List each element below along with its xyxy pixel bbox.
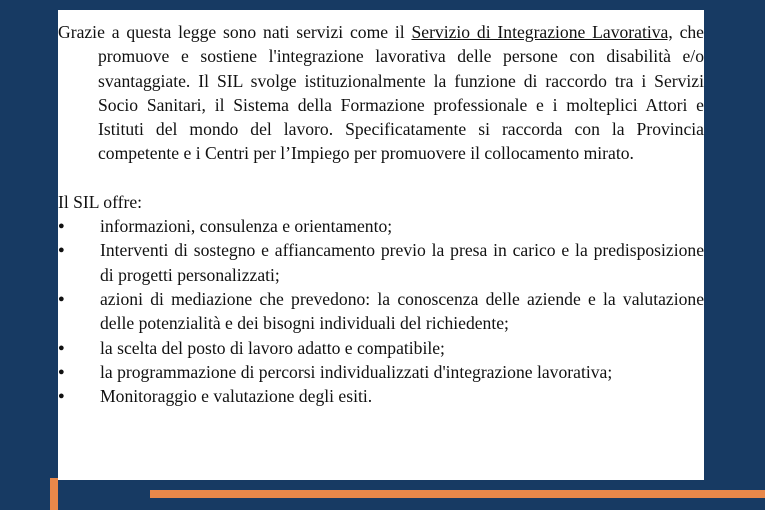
- list-item-text: informazioni, consulenza e orientamento;: [100, 216, 393, 237]
- paragraph-after-link: che promuove e sostiene l'integrazione lavorativa delle persone con disabilità e/o svantaggiate. Il SIL svolge istituzionalmente la funzione di raccordo tra i Servizi Socio Sanitari, il Sistema della Formazione professionale e i molteplici Attori e Istituti del mondo del lavoro. Specificatamente si raccorda con la Provincia competente e i Centri per l’Impiego per promuovere il collocamento mirato.: [98, 22, 704, 164]
- accent-bar-vertical: [50, 478, 58, 510]
- bullet-icon: ●: [58, 390, 65, 403]
- sil-link[interactable]: Servizio di Integrazione Lavorativa,: [411, 22, 673, 42]
- intro-paragraph: [58, 10, 704, 166]
- list-item: [58, 214, 704, 238]
- list-item: [58, 336, 704, 360]
- list-item-text: Interventi di sostegno e affiancamento previo la presa in carico e la predisposizione di progetti personalizzati;: [100, 240, 704, 285]
- accent-bar-horizontal: [150, 490, 765, 498]
- list-item: [58, 287, 704, 336]
- list-item: [58, 238, 704, 287]
- paragraph-before-link: Grazie a questa legge sono nati servizi come il: [58, 22, 412, 42]
- bullet-icon: ●: [58, 341, 65, 354]
- offers-list: [58, 214, 704, 408]
- bullet-icon: ●: [58, 292, 65, 305]
- list-item-text: la programmazione di percorsi individualizzati d'integrazione lavorativa;: [100, 361, 613, 382]
- bullet-icon: ●: [58, 365, 65, 378]
- list-item: [58, 360, 704, 384]
- list-item-text: Monitoraggio e valutazione degli esiti.: [100, 386, 373, 407]
- text-box: [58, 10, 704, 480]
- list-item-text: la scelta del posto di lavoro adatto e compatibile;: [100, 337, 445, 358]
- bullet-icon: ●: [58, 244, 65, 257]
- list-item-text: azioni di mediazione che prevedono: la conoscenza delle aziende e la valutazione delle potenzialità e dei bisogni individuali del richiedente;: [100, 288, 704, 334]
- bullet-icon: ●: [58, 220, 65, 233]
- list-item: [58, 384, 704, 408]
- offers-heading: Il SIL offre:: [58, 191, 143, 212]
